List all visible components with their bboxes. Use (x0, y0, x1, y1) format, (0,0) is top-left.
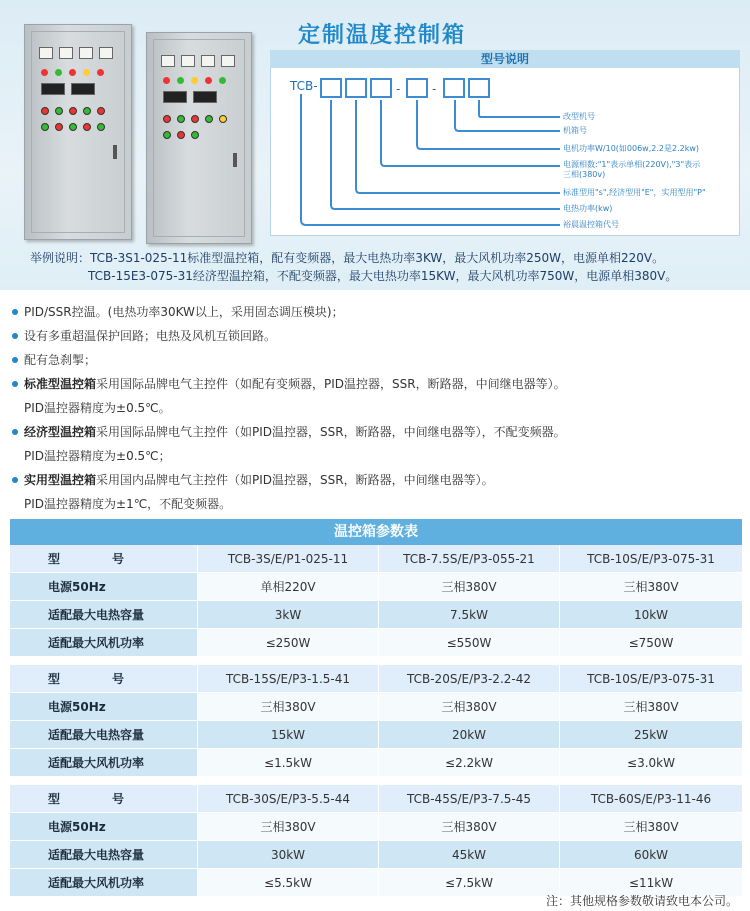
table-cell: 15kW (198, 721, 379, 749)
table-cell: ≤550W (379, 629, 560, 657)
row-label: 型 号 (10, 665, 198, 693)
feature-item-text: PID温控器精度为±0.5℃。 (24, 401, 171, 415)
model-dash: - (396, 82, 401, 96)
feature-item (10, 348, 740, 372)
table-row (10, 785, 742, 813)
table-row (10, 665, 742, 693)
model-prefix: TCB- (290, 79, 318, 93)
table-cell: ≤7.5kW (379, 869, 560, 897)
row-label: 电源50Hz (10, 573, 198, 601)
table-row (10, 545, 742, 573)
row-label: 适配最大电热容量 (10, 721, 198, 749)
legend-item: 电热功率(kw) (563, 204, 613, 213)
table-cell: ≤2.2kW (379, 749, 560, 777)
feature-item (10, 444, 740, 468)
table-cell: ≤250W (198, 629, 379, 657)
row-label: 适配最大风机功率 (10, 749, 198, 777)
table-cell: TCB-45S/E/P3-7.5-45 (379, 785, 560, 813)
table-row (10, 573, 742, 601)
row-label: 电源50Hz (10, 813, 198, 841)
table-cell: 三相380V (379, 813, 560, 841)
model-dash: - (432, 82, 437, 96)
table-group (10, 545, 742, 657)
table-cell: ≤750W (560, 629, 742, 657)
table-cell: ≤3.0kW (560, 749, 742, 777)
feature-item-title: 标准型温控箱 (24, 377, 97, 391)
feature-item-title: 经济型温控箱 (24, 425, 97, 439)
table-row (10, 749, 742, 777)
table-title: 温控箱参数表 (10, 519, 742, 545)
legend-item: 裕晨温控箱代号 (563, 220, 619, 229)
feature-item-title: 实用型温控箱 (24, 473, 97, 487)
table-cell: TCB-20S/E/P3-2.2-42 (379, 665, 560, 693)
table-cell: 45kW (379, 841, 560, 869)
feature-item-text: PID温控器精度为±0.5℃； (24, 449, 171, 463)
row-label: 型 号 (10, 545, 198, 573)
table-row (10, 721, 742, 749)
feature-item (10, 324, 740, 348)
row-label: 型 号 (10, 785, 198, 813)
feature-item (10, 420, 740, 444)
table-cell: TCB-15S/E/P3-1.5-41 (198, 665, 379, 693)
legend-item: 改型机号 (563, 112, 595, 121)
table-cell: ≤1.5kW (198, 749, 379, 777)
model-spec-header: 型号说明 (270, 50, 740, 68)
example-label: 举例说明： (30, 251, 91, 265)
parameter-table (10, 519, 742, 905)
feature-item-text: 采用国内品牌电气主控件（如PID温控器，SSR，断路器，中间继电器等）。 (96, 473, 494, 487)
table-cell: 3kW (198, 601, 379, 629)
table-cell: 10kW (560, 601, 742, 629)
row-label: 适配最大电热容量 (10, 841, 198, 869)
feature-item-text: 采用国际品牌电气主控件（如配有变频器，PID温控器，SSR，断路器，中间继电器等）。 (96, 377, 566, 391)
example-line-2: TCB-15E3-075-31经济型温控箱，不配变频器，最大电热功率15KW，最大风机功率750W，电源单相380V。 (88, 269, 678, 283)
legend-item: 标准型用"s",经济型用"E"，实用型用"P" (563, 188, 706, 197)
table-cell: TCB-7.5S/E/P3-055-21 (379, 545, 560, 573)
table-cell: 60kW (560, 841, 742, 869)
table-cell: 三相380V (560, 813, 742, 841)
table-cell: 25kW (560, 721, 742, 749)
table-cell: ≤5.5kW (198, 869, 379, 897)
table-cell: 三相380V (379, 693, 560, 721)
table-cell: TCB-60S/E/P3-11-46 (560, 785, 742, 813)
table-cell: TCB-10S/E/P3-075-31 (560, 545, 742, 573)
row-label: 适配最大风机功率 (10, 869, 198, 897)
feature-item (10, 492, 740, 516)
table-row (10, 693, 742, 721)
table-cell: TCB-3S/E/P1-025-11 (198, 545, 379, 573)
table-cell: 三相380V (198, 693, 379, 721)
table-row (10, 601, 742, 629)
table-cell: ≤11kW (560, 869, 742, 897)
feature-list (10, 300, 740, 516)
feature-item (10, 396, 740, 420)
feature-item-text: PID温控器精度为±1℃，不配变频器。 (24, 497, 232, 511)
table-cell: 7.5kW (379, 601, 560, 629)
feature-item-text: PID/SSR控温。(电热功率30KW以上，采用固态调压模块)； (24, 305, 344, 319)
example-line-1: TCB-3S1-025-11标准型温控箱，配有变频器，最大电热功率3KW，最大风机功率250W，电源单相220V。 (90, 251, 665, 265)
row-label: 适配最大电热容量 (10, 601, 198, 629)
table-cell: 单相220V (198, 573, 379, 601)
feature-item (10, 300, 740, 324)
feature-item (10, 468, 740, 492)
table-row (10, 629, 742, 657)
table-row (10, 813, 742, 841)
table-cell: TCB-30S/E/P3-5.5-44 (198, 785, 379, 813)
table-cell: 三相380V (560, 573, 742, 601)
table-cell: 20kW (379, 721, 560, 749)
row-label: 电源50Hz (10, 693, 198, 721)
table-cell: 三相380V (198, 813, 379, 841)
table-cell: 三相380V (379, 573, 560, 601)
table-group (10, 785, 742, 897)
feature-item (10, 372, 740, 396)
row-label: 适配最大风机功率 (10, 629, 198, 657)
feature-item-text: 采用国际品牌电气主控件（如PID温控器，SSR，断路器，中间继电器等），不配变频器。 (96, 425, 566, 439)
page-title: 定制温度控制箱 (298, 23, 467, 48)
feature-item-text: 设有多重超温保护回路；电热及风机互锁回路。 (24, 329, 277, 343)
feature-item-text: 配有急刹掣； (24, 353, 97, 367)
legend-item: 机箱号 (563, 126, 587, 135)
legend-item: 电源相数:"1"表示单相(220V),"3"表示 (563, 160, 701, 169)
example-description (30, 249, 677, 285)
legend-item: 三相(380v) (563, 170, 606, 179)
table-cell: TCB-10S/E/P3-075-31 (560, 665, 742, 693)
table-group (10, 665, 742, 777)
table-cell: 30kW (198, 841, 379, 869)
header-section (0, 0, 750, 290)
table-row (10, 841, 742, 869)
legend-item: 电机功率W/10(如006w,2.2是2.2kw) (563, 144, 700, 153)
table-cell: 三相380V (560, 693, 742, 721)
footnote: 注：其他规格参数敬请致电本公司。 (545, 894, 738, 908)
